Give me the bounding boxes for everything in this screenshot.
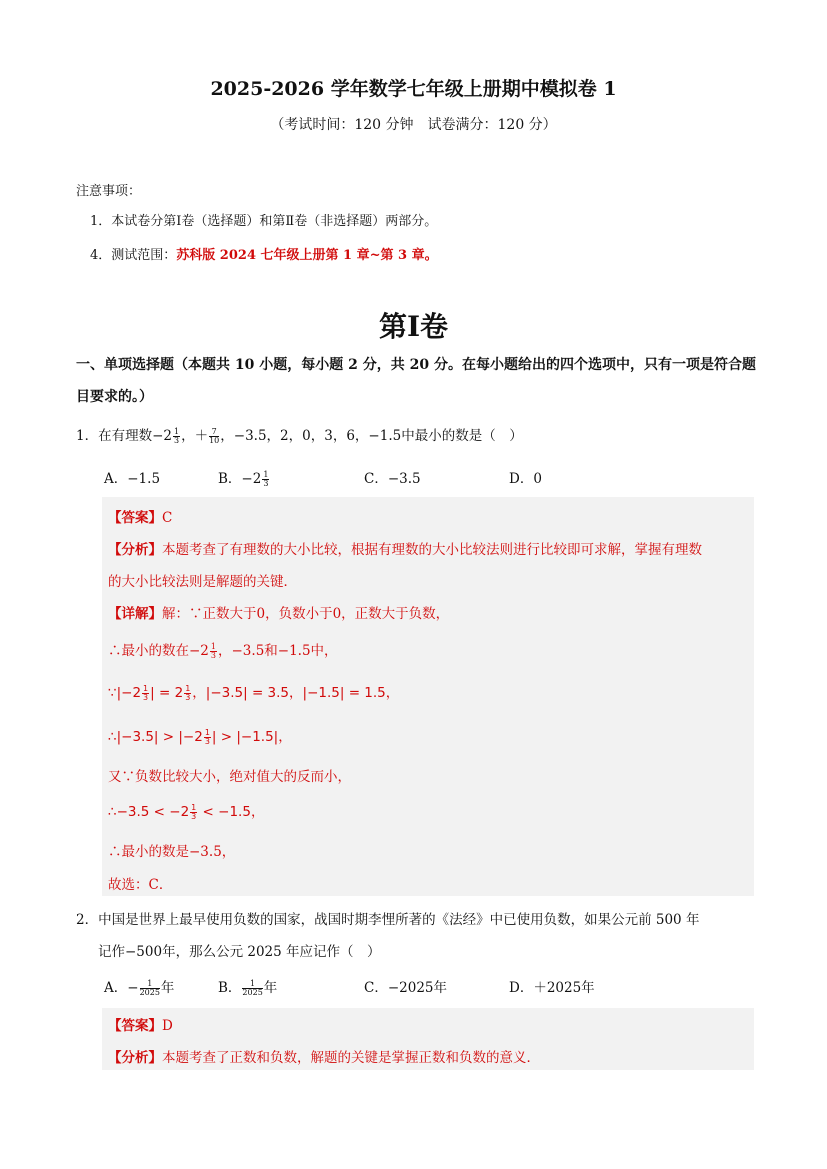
q1-analysis-line-2: 的大小比较法则是解题的关键．	[108, 574, 297, 590]
question-1-stem	[76, 424, 523, 445]
fraction	[210, 643, 217, 660]
q2-option-b-suffix: 年	[263, 980, 278, 996]
q1-detail-4b: | > |−1.5|，	[211, 729, 292, 745]
question-2-stem	[76, 904, 756, 968]
q1-option-a: A．−1.5	[104, 471, 161, 487]
q1-detail-line-3	[108, 681, 399, 702]
q1-answer-line	[108, 506, 172, 526]
note-item-4-prefix: 4．测试范围：	[90, 248, 177, 263]
q1-detail-line-2	[108, 639, 338, 660]
q1-detail-line-5: 又∵负数比较大小，绝对值大的反而小，	[108, 769, 351, 785]
fraction-numerator: 1	[143, 683, 149, 693]
q1-detail-line-8: 故选：C．	[108, 877, 173, 893]
test-scope: 苏科版 2024 七年级上册第 1 章~第 3 章。	[176, 248, 438, 263]
fraction-denominator: 3	[210, 651, 216, 660]
q2-option-a-suffix: 年	[160, 980, 175, 996]
fraction-denominator: 3	[143, 692, 149, 702]
q1-option-b	[218, 467, 270, 488]
q1-answer: C	[162, 510, 173, 526]
q1-detail-2b: ，−3.5和−1.5中，	[218, 643, 338, 659]
fraction-numerator: 1	[140, 980, 160, 989]
fraction-numerator: 1	[191, 802, 197, 812]
q1-detail-1: 解：∵正数大于0，负数小于0，正数大于负数，	[162, 606, 450, 622]
q1-detail-2a: ∴最小的数在−2	[108, 643, 209, 659]
fraction-denominator: 10	[209, 436, 220, 445]
q2-analysis: 本题考查了正数和负数，解题的关键是掌握正数和负数的意义．	[162, 1050, 540, 1066]
q1-detail-3a: ∵|−2	[108, 685, 142, 701]
detail-tag: 【详解】	[108, 606, 162, 622]
fraction-denominator: 3	[185, 692, 191, 702]
fraction-denominator: 2025	[139, 988, 160, 997]
q1-analysis-1: 本题考查了有理数的大小比较，根据有理数的大小比较法则进行比较即可求解，掌握有理数	[162, 542, 702, 558]
fraction-numerator: 1	[174, 427, 180, 436]
q1-detail-line-1	[108, 602, 449, 622]
q2-answer-line	[108, 1014, 173, 1034]
note-item-1: 1．本试卷分第Ⅰ卷（选择题）和第Ⅱ卷（非选择题）两部分。	[90, 214, 438, 229]
q1-option-d: D．0	[509, 471, 542, 487]
q1-detail-4a: ∴|−3.5| > |−2	[108, 729, 203, 745]
fraction-numerator: 1	[210, 642, 216, 651]
q2-solution-box	[102, 1008, 754, 1070]
q1-detail-line-7: ∴最小的数是−3.5，	[108, 844, 236, 860]
fraction	[142, 685, 149, 702]
fraction-numerator: 1	[204, 727, 210, 737]
q1-detail-6a: ∴−3.5 < −2	[108, 804, 190, 820]
q1-detail-line-4	[108, 725, 292, 746]
q1-detail-6b: < −1.5，	[198, 804, 265, 820]
fraction	[140, 980, 160, 997]
q2-answer: D	[162, 1018, 173, 1034]
q2-option-d: D．＋2025年	[509, 980, 595, 996]
fraction	[190, 804, 197, 821]
note-item-4	[90, 244, 438, 263]
q1-analysis-line-1	[108, 538, 702, 558]
notes-heading: 注意事项：	[76, 184, 142, 199]
q2-stem-line-2: 记作−500年，那么公元 2025 年应记作（ ）	[98, 944, 381, 960]
exam-subtitle: （考试时间：120 分钟 试卷满分：120 分）	[270, 117, 557, 133]
q1-stem-mid: ，＋	[181, 428, 209, 444]
q2-option-a-prefix: A．−	[104, 980, 139, 996]
q1-solution-box	[102, 497, 754, 896]
fraction-denominator: 3	[191, 811, 197, 821]
fraction	[242, 980, 262, 997]
fraction-numerator: 1	[263, 470, 269, 479]
answer-tag: 【答案】	[108, 510, 162, 526]
fraction-denominator: 3	[204, 736, 210, 746]
q2-option-b	[218, 976, 277, 997]
exam-title: 2025-2026 学年数学七年级上册期中模拟卷 1	[210, 78, 617, 100]
answer-tag: 【答案】	[108, 1018, 162, 1034]
q1-detail-3b: | = 2	[150, 685, 184, 701]
q2-analysis-line	[108, 1046, 540, 1066]
fraction-numerator: 1	[242, 980, 262, 989]
q2-option-c: C．−2025年	[364, 980, 447, 996]
fraction	[184, 685, 191, 702]
q1-stem-suffix: ，−3.5，2，0，3，6，−1.5中最小的数是（ ）	[220, 428, 523, 444]
fraction-numerator: 1	[185, 683, 191, 693]
fraction	[209, 428, 219, 445]
fraction-numerator: 7	[209, 428, 219, 437]
fraction	[204, 729, 211, 746]
fraction-denominator: 3	[174, 436, 180, 445]
fraction-denominator: 2025	[242, 988, 263, 997]
analysis-tag: 【分析】	[108, 1050, 162, 1066]
q1-detail-line-6	[108, 800, 264, 821]
fraction	[262, 471, 269, 488]
fraction-denominator: 3	[263, 479, 269, 488]
q2-option-b-prefix: B．	[218, 980, 242, 996]
analysis-tag: 【分析】	[108, 542, 162, 558]
q2-option-a	[104, 976, 174, 997]
q1-option-b-prefix: B．−2	[218, 471, 262, 487]
q1-stem-prefix: 1．在有理数−2	[76, 428, 172, 444]
section-heading: 一、单项选择题（本题共 10 小题，每小题 2 分，共 20 分。在每小题给出的四个选项中，只有一项是符合题目要求的。）	[76, 357, 756, 405]
q2-stem-line-1: 2．中国是世界上最早使用负数的国家，战国时期李悝所著的《法经》中已使用负数，如果公元前 500 年	[76, 912, 700, 928]
fraction	[173, 428, 180, 445]
volume-title: 第Ⅰ卷	[378, 310, 449, 343]
q1-detail-3c: ，|−3.5| = 3.5，|−1.5| = 1.5，	[192, 685, 400, 701]
q1-option-c: C．−3.5	[364, 471, 421, 487]
